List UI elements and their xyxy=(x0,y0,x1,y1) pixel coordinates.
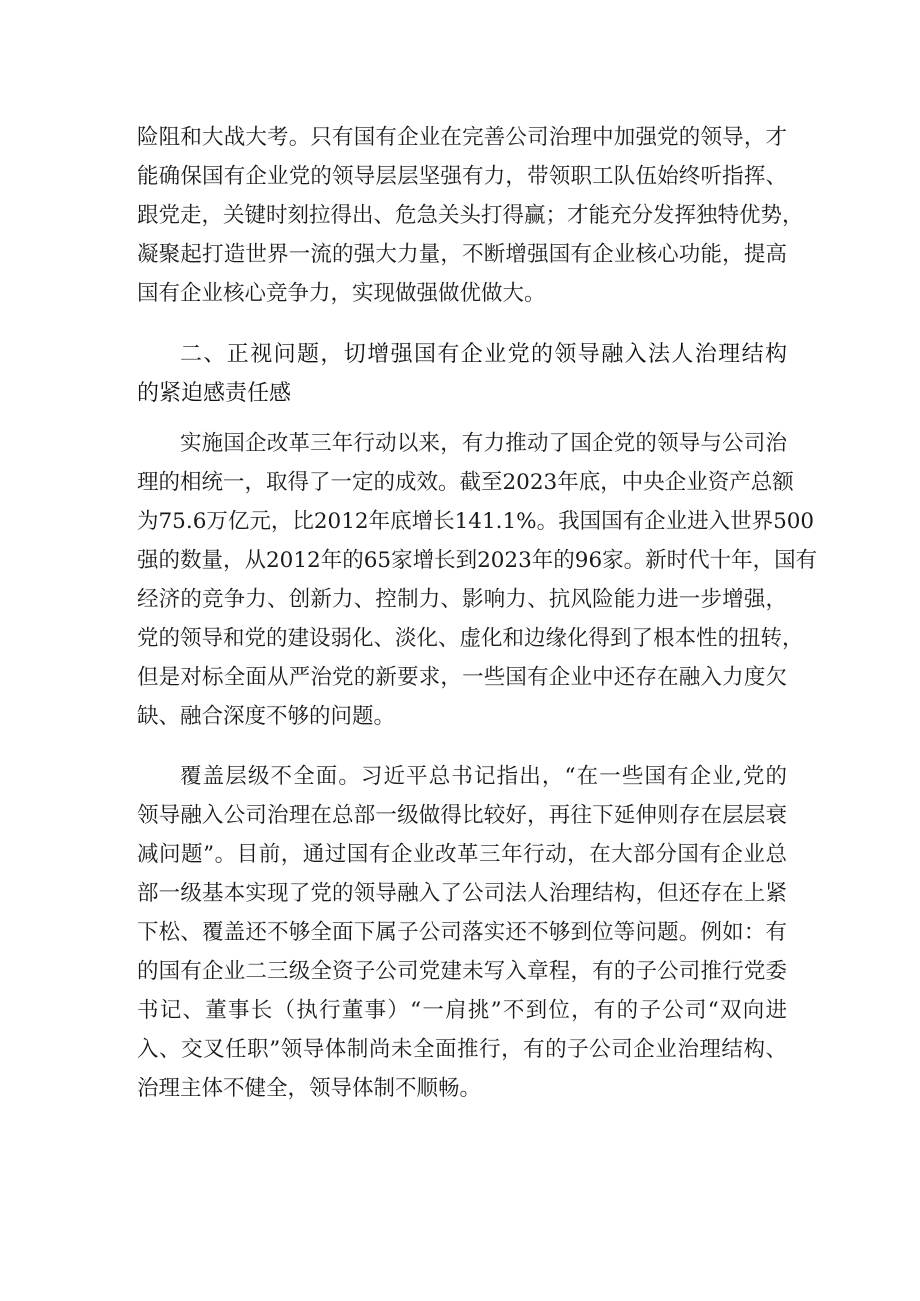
paragraph-intro-line: 跟党走，关键时刻拉得出、危急关头打得赢；才能充分发挥独特优势， xyxy=(137,203,804,228)
paragraph-coverage-line: 减问题”。目前，通过国有企业改革三年行动，在大部分国有企业总 xyxy=(137,842,787,867)
section-heading-line: 二、正视问题，切增强国有企业党的领导融入法人治理结构 xyxy=(180,342,787,367)
paragraph-progress-line: 但是对标全面从严治党的新要求，一些国有企业中还存在融入力度欠 xyxy=(137,665,787,690)
paragraph-progress-line: 为75.6万亿元，比2012年底增长141.1%。我国国有企业进入世界500 xyxy=(137,509,815,534)
paragraph-progress-line: 党的领导和党的建设弱化、淡化、虚化和边缘化得到了根本性的扭转， xyxy=(137,626,804,651)
paragraph-coverage-line: 入、交叉任职”领导体制尚未全面推行，有的子公司企业治理结构、 xyxy=(137,1037,787,1062)
paragraph-coverage-line: 治理主体不健全，领导体制不顺畅。 xyxy=(137,1076,482,1101)
paragraph-progress-line: 强的数量，从2012年的65家增长到2023年的96家。新时代十年，国有 xyxy=(137,548,818,573)
paragraph-intro-line: 凝聚起打造世界一流的强大力量，不断增强国有企业核心功能，提高 xyxy=(137,242,787,267)
paragraph-coverage-line: 领导融入公司治理在总部一级做得比较好，再往下延伸则存在层层衰 xyxy=(137,803,787,828)
paragraph-coverage-line: 部一级基本实现了党的领导融入了公司法人治理结构，但还存在上紧 xyxy=(137,881,787,906)
paragraph-intro-line: 险阻和大战大考。只有国有企业在完善公司治理中加强党的领导，才 xyxy=(137,125,787,150)
paragraph-coverage-line: 书记、董事长（执行董事）“一肩挑”不到位，有的子公司“双向进 xyxy=(137,998,787,1023)
paragraph-progress-line: 缺、融合深度不够的问题。 xyxy=(137,704,396,729)
paragraph-progress-line: 理的相统一，取得了一定的成效。截至2023年底，中央企业资产总额 xyxy=(137,470,794,495)
paragraph-coverage-line: 覆盖层级不全面。习近平总书记指出，“在一些国有企业,党的 xyxy=(180,764,787,789)
paragraph-intro-line: 能确保国有企业党的领导层层坚强有力，带领职工队伍始终听指挥、 xyxy=(137,164,787,189)
paragraph-progress-line: 实施国企改革三年行动以来，有力推动了国企党的领导与公司治 xyxy=(180,431,787,456)
paragraph-intro-line: 国有企业核心竞争力，实现做强做优做大。 xyxy=(137,281,546,306)
paragraph-coverage-line: 下松、覆盖还不够全面下属子公司落实还不够到位等问题。例如：有 xyxy=(137,920,787,945)
paragraph-coverage-line: 的国有企业二三级全资子公司党建未写入章程，有的子公司推行党委 xyxy=(137,959,787,984)
section-heading-line: 的紧迫感责任感 xyxy=(137,381,292,406)
paragraph-progress-line: 经济的竞争力、创新力、控制力、影响力、抗风险能力进一步增强， xyxy=(137,587,787,612)
